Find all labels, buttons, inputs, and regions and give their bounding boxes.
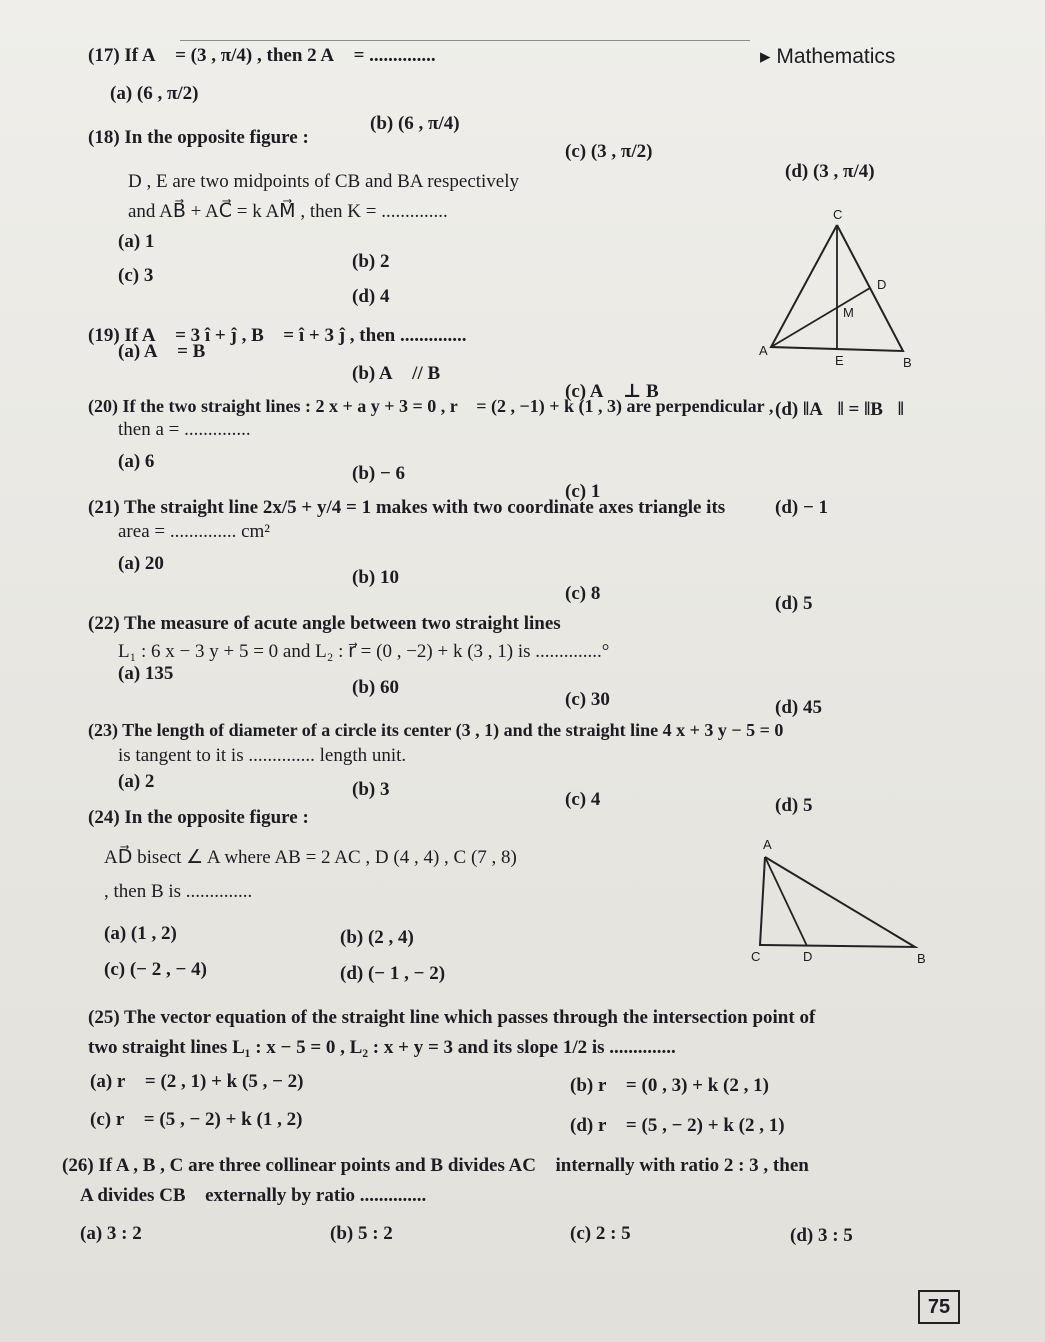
q18-stem-2: D , E are two midpoints of CB and BA respectively (128, 171, 520, 192)
q26-option-c[interactable]: (c) 2 : 5 (570, 1223, 631, 1244)
q22-option-a[interactable]: (a) 135 (118, 663, 174, 684)
q22-stem-2: L₁ : 6 x − 3 y + 5 = 0 and L₂ : r⃗ = (0 , −2) + k (3 , 1) is ..............° (118, 641, 610, 662)
q24-option-b[interactable]: (b) (2 , 4) (340, 927, 414, 948)
q25-stem-1: (25) The vector equation of the straight line which passes through the intersection point of (88, 1007, 816, 1028)
q22-option-b[interactable]: (b) 60 (352, 677, 399, 698)
q23-stem-2: is tangent to it is .............. length unit. (118, 745, 407, 766)
q22-option-c[interactable]: (c) 30 (565, 689, 610, 710)
q21-stem-1: (21) The straight line 2x/5 + y/4 = 1 makes with two coordinate axes triangle its (88, 497, 726, 518)
q20-option-d[interactable]: (d) − 1 (775, 497, 829, 518)
q23-option-c[interactable]: (c) 4 (565, 789, 601, 810)
q22-option-d[interactable]: (d) 45 (775, 697, 822, 718)
q23-option-a[interactable]: (a) 2 (118, 771, 155, 792)
page-number: 75 (918, 1290, 960, 1324)
q24-label-d: D (803, 949, 813, 964)
q25-option-c[interactable]: (c) r⃗ = (5 , − 2) + k (1 , 2) (90, 1109, 303, 1130)
q21-stem-2: area = .............. cm² (118, 521, 270, 542)
q26-stem-2: A divides CB⃗ externally by ratio .............. (80, 1185, 427, 1206)
q26-option-d[interactable]: (d) 3 : 5 (790, 1225, 853, 1246)
q18-option-d[interactable]: (d) 4 (352, 286, 390, 307)
q24-label-c: C (751, 949, 761, 964)
q24-triangle-outline (760, 857, 915, 947)
q17-option-a[interactable]: (a) (6 , π/2) (110, 83, 199, 104)
q19-option-b[interactable]: (b) A⃗ // B⃗ (352, 363, 455, 384)
q25-option-b[interactable]: (b) r⃗ = (0 , 3) + k (2 , 1) (570, 1075, 769, 1096)
q18-label-b: B (903, 355, 912, 370)
q19-option-d[interactable]: (d) ‖A⃗‖ = ‖B⃗‖ (775, 399, 904, 420)
q18-label-a: A (759, 343, 768, 358)
q21-option-c[interactable]: (c) 8 (565, 583, 601, 604)
q23-option-b[interactable]: (b) 3 (352, 779, 390, 800)
q18-option-b[interactable]: (b) 2 (352, 251, 390, 272)
q21-option-b[interactable]: (b) 10 (352, 567, 399, 588)
q24-option-c[interactable]: (c) (− 2 , − 4) (104, 959, 207, 980)
q20-option-c[interactable]: (c) 1 (565, 481, 601, 502)
q19-option-c[interactable]: (c) A⃗ ⊥ B⃗ (565, 381, 674, 402)
header-rule (180, 40, 750, 41)
q17-option-d[interactable]: (d) (3 , π/4) (785, 161, 875, 182)
q17-option-b[interactable]: (b) (6 , π/4) (370, 113, 460, 134)
q20-stem-1: (20) If the two straight lines : 2 x + a y + 3 = 0 , r⃗ = (2 , −1) + k (1 , 3) are perpendicular , (88, 396, 774, 416)
q26-option-a[interactable]: (a) 3 : 2 (80, 1223, 142, 1244)
q24-label-b: B (917, 951, 926, 966)
q21-option-a[interactable]: (a) 20 (118, 553, 164, 574)
q24-triangle-figure (745, 835, 945, 970)
q22-stem-1: (22) The measure of acute angle between two straight lines (88, 613, 561, 634)
q18-option-a[interactable]: (a) 1 (118, 231, 155, 252)
q26-option-b[interactable]: (b) 5 : 2 (330, 1223, 393, 1244)
q18-triangle-figure (755, 205, 930, 375)
q18-option-c[interactable]: (c) 3 (118, 265, 154, 286)
q18-label-d: D (877, 277, 887, 292)
q24-stem-3: , then B is .............. (104, 881, 253, 902)
q24-stem-1: (24) In the opposite figure : (88, 807, 309, 828)
q20-stem-2: then a = .............. (118, 419, 251, 440)
q20-option-b[interactable]: (b) − 6 (352, 463, 406, 484)
q19-option-a[interactable]: (a) A⃗ = B⃗ (118, 341, 221, 362)
q18-stem-1: (18) In the opposite figure : (88, 127, 309, 148)
q17-option-c[interactable]: (c) (3 , π/2) (565, 141, 653, 162)
q18-label-e: E (835, 353, 844, 368)
q18-stem-3: and AB⃗ + AC⃗ = k AM⃗ , then K = .............. (128, 201, 448, 222)
q18-label-m: M (843, 305, 854, 320)
q21-option-d[interactable]: (d) 5 (775, 593, 813, 614)
q20-option-a[interactable]: (a) 6 (118, 451, 155, 472)
q18-label-c: C (833, 207, 843, 222)
q25-stem-2: two straight lines L₁ : x − 5 = 0 , L₂ : x + y = 3 and its slope 1/2 is .............. (88, 1037, 676, 1058)
q17-stem: (17) If A⃗ = (3 , π/4) , then 2 A⃗ = .............. (88, 45, 436, 66)
q24-option-a[interactable]: (a) (1 , 2) (104, 923, 177, 944)
q23-stem-1: (23) The length of diameter of a circle its center (3 , 1) and the straight line 4 x + 3 y − 5 = 0 (88, 720, 784, 740)
q23-option-d[interactable]: (d) 5 (775, 795, 813, 816)
q25-option-a[interactable]: (a) r⃗ = (2 , 1) + k (5 , − 2) (90, 1071, 304, 1092)
q25-option-d[interactable]: (d) r⃗ = (5 , − 2) + k (2 , 1) (570, 1115, 785, 1136)
q26-stem-1: (26) If A , B , C are three collinear points and B divides AC⃗ internally with ratio 2 : 3 , then (62, 1155, 809, 1176)
subject-header: ▸ Mathematics (760, 45, 896, 68)
q24-label-a: A (763, 837, 772, 852)
q24-stem-2: AD⃗ bisect ∠ A where AB = 2 AC , D (4 , 4) , C (7 , 8) (104, 847, 517, 868)
q24-option-d[interactable]: (d) (− 1 , − 2) (340, 963, 446, 984)
q19-stem: (19) If A⃗ = 3 î + ĵ , B⃗ = î + 3 ĵ , then .............. (88, 325, 467, 346)
